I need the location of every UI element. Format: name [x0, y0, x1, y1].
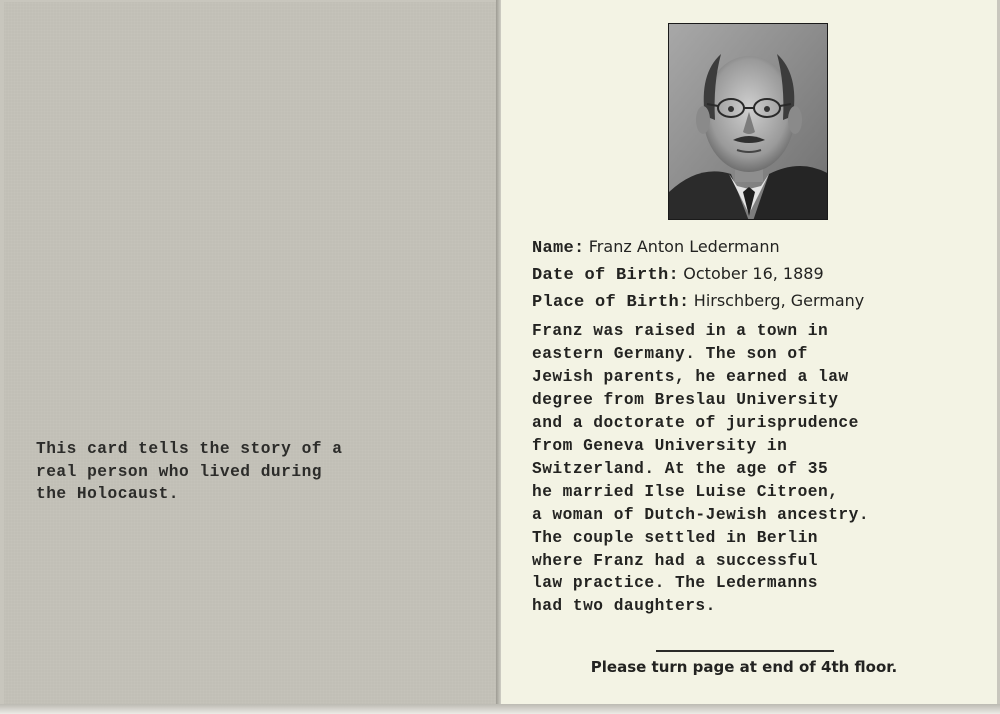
page-bottom-edge: [0, 704, 1000, 714]
portrait-photo: [668, 23, 828, 220]
date-of-birth-value: October 16, 1889: [683, 264, 824, 283]
footer-instruction: Please turn page at end of 4th floor.: [590, 658, 898, 676]
biography-text: Franz was raised in a town in eastern Germany. The son of Jewish parents, he earned a law degree from Breslau University and a doctorate of jurisprudence from Geneva University in Switzerland. At the age of 35 he married Ilse Luise Citroen, a woman of Dutch-Jewish ancestry. The couple settled in Berlin where Franz had a successful law practice. The Ledermanns had two daughters.: [532, 322, 870, 616]
name-field: [532, 237, 780, 258]
left-page: [4, 2, 498, 706]
portrait-image: [669, 24, 828, 220]
name-label: Name:: [532, 239, 585, 258]
place-of-birth-label: Place of Birth:: [532, 293, 690, 312]
name-value: Franz Anton Ledermann: [588, 237, 780, 256]
intro-text: This card tells the story of a real person who lived during the Holocaust.: [36, 440, 343, 504]
place-of-birth-value: Hirschberg, Germany: [693, 291, 865, 310]
footer-divider: [656, 650, 834, 652]
date-of-birth-label: Date of Birth:: [532, 266, 680, 285]
date-of-birth-field: [532, 264, 824, 285]
place-of-birth-field: [532, 291, 864, 312]
